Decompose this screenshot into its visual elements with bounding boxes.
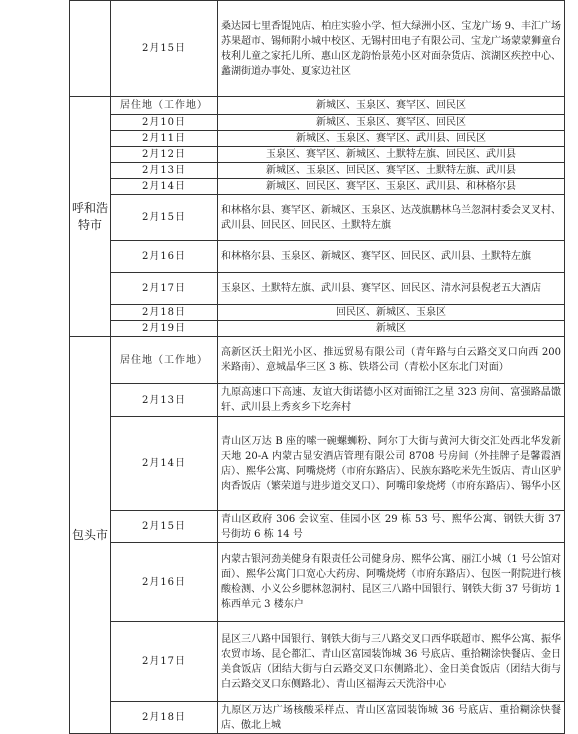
places-cell: 桑达园七里香馄饨店、柏庄实验小学、恒大绿洲小区、宝龙广场 9、丰汇广场苏果超市、锡师附小城中校区、无锡村田电子有限公司、宝龙广场蒙蒙狮童台枝利儿童之家托儿所、惠山区龙韵怡景苑小区对面杂货店、滨湖区疾控中心、蠡湖街道办事处、夏家边社区	[218, 1, 565, 97]
places-cell: 新城区、回民区、赛罕区、玉泉区、武川县、和林格尔县	[218, 179, 565, 195]
date-cell: 2月17日	[111, 273, 218, 305]
date-cell: 2月15日	[111, 195, 218, 241]
table-row	[70, 511, 565, 543]
places-cell: 新城区、玉泉区、赛罕区、回民区	[218, 97, 565, 115]
city-cell-hohhot: 呼和浩特市	[70, 97, 111, 337]
table-row	[70, 417, 565, 511]
table-row	[70, 321, 565, 337]
table-row	[70, 543, 565, 622]
date-cell: 2月15日	[111, 511, 218, 543]
itinerary-table	[69, 0, 565, 734]
date-cell: 2月19日	[111, 321, 218, 337]
city-cell-baotou: 包头市	[70, 337, 111, 734]
places-cell: 内蒙古银河劲美健身有限责任公司健身房、熙华公寓、丽江小城（1 号公馆对面）、熙华公寓门口宽心大药房、阿嘴烧烤（市府东路店）、包医一附院进行核酸检测、小义公乡腮林忽洞村、昆区三八路中国银行、钢铁大街 37 号街坊 1 栋西单元 3 楼东户	[218, 543, 565, 622]
places-cell: 和林格尔县、赛罕区、新城区、玉泉区、达茂旗鹏林乌兰忽洞村委会叉叉村、武川县、回民区、回民区、土默特左旗	[218, 195, 565, 241]
date-cell: 2月14日	[111, 417, 218, 511]
table-row	[70, 195, 565, 241]
places-cell: 新城区、玉泉区、回民区、赛罕区、土默特左旗、武川县	[218, 163, 565, 179]
table-row	[70, 147, 565, 163]
date-cell: 2月13日	[111, 163, 218, 179]
places-cell: 青山区万达 B 座的嗦一碗螺蛳粉、阿尔丁大街与黄河大街交汇处西北华发新天地 20-A 内蒙古显安酒店管理有限公司 8708 号房间（外挂牌子是馨霞酒店）、熙华公寓、阿嘴烧烤（市府东路店）、民族东路吃米先生饭店、青山区驴肉香饭店（繁荣道与进步道交叉口）、阿嘴印象烧烤（市府东路店）、锡华小区	[218, 417, 565, 511]
table-row	[70, 241, 565, 273]
places-cell: 回民区、新城区、玉泉区	[218, 305, 565, 321]
date-cell: 2月16日	[111, 543, 218, 622]
date-cell: 2月10日	[111, 115, 218, 131]
table-row	[70, 337, 565, 384]
places-cell: 九原区万达广场核酸采样点、青山区富园装饰城 36 号底店、重拾糊涂快餐店、傲北上城	[218, 702, 565, 734]
table-row	[70, 702, 565, 734]
places-cell: 九原高速口下高速、友谊大街诺德小区对面锦江之星 323 房间、富强路晶馓轩、武川县上秀亥乡下圪奔村	[218, 384, 565, 417]
table-row	[70, 384, 565, 417]
places-cell: 新城区、玉泉区、赛罕区、回民区	[218, 115, 565, 131]
date-cell: 2月13日	[111, 384, 218, 417]
table-row	[70, 131, 565, 147]
table-row	[70, 622, 565, 702]
places-cell: 玉泉区、土默特左旗、武川县、赛罕区、回民区、清水河县倪老五大酒店	[218, 273, 565, 305]
table-row	[70, 97, 565, 115]
table-row	[70, 1, 565, 97]
date-cell: 2月14日	[111, 179, 218, 195]
date-cell: 2月18日	[111, 702, 218, 734]
table-row	[70, 273, 565, 305]
table-row	[70, 115, 565, 131]
places-cell: 新城区、玉泉区、赛罕区、武川县、回民区	[218, 131, 565, 147]
date-cell: 居住地（工作地）	[111, 337, 218, 384]
table-row	[70, 163, 565, 179]
date-cell: 2月18日	[111, 305, 218, 321]
city-cell-wuxi	[70, 1, 111, 97]
date-cell: 2月12日	[111, 147, 218, 163]
places-cell: 玉泉区、赛罕区、新城区、土默特左旗、回民区、武川县	[218, 147, 565, 163]
places-cell: 新城区	[218, 321, 565, 337]
places-cell: 青山区政府 306 会议室、佳园小区 29 栋 53 号、熙华公寓、钢铁大街 37 号街坊 6 栋 14 号	[218, 511, 565, 543]
date-cell: 居住地（工作地）	[111, 97, 218, 115]
places-cell: 高新区沃土阳光小区、推远贸易有限公司（青年路与白云路交叉口向西 200 米路南）、意城晶华三区 3 栋、铁塔公司（青松小区东北门对面）	[218, 337, 565, 384]
date-cell: 2月16日	[111, 241, 218, 273]
table-row	[70, 305, 565, 321]
date-cell: 2月17日	[111, 622, 218, 702]
date-cell: 2月15日	[111, 1, 218, 97]
date-cell: 2月11日	[111, 131, 218, 147]
table-row	[70, 179, 565, 195]
places-cell: 昆区三八路中国银行、钢铁大街与三八路交叉口西华联超市、熙华公寓、振华农贸市场、昆仑都汇、青山区富园装饰城 36 号底店、重拾糊涂快餐店、金日美食饭店（团结大街与白云路交叉口东侧路北）、金日美食饭店（团结大街与白云路交叉口东侧路北）、青山区福海云天洗浴中心	[218, 622, 565, 702]
places-cell: 和林格尔县、玉泉区、新城区、赛罕区、回民区、武川县、土默特左旗	[218, 241, 565, 273]
